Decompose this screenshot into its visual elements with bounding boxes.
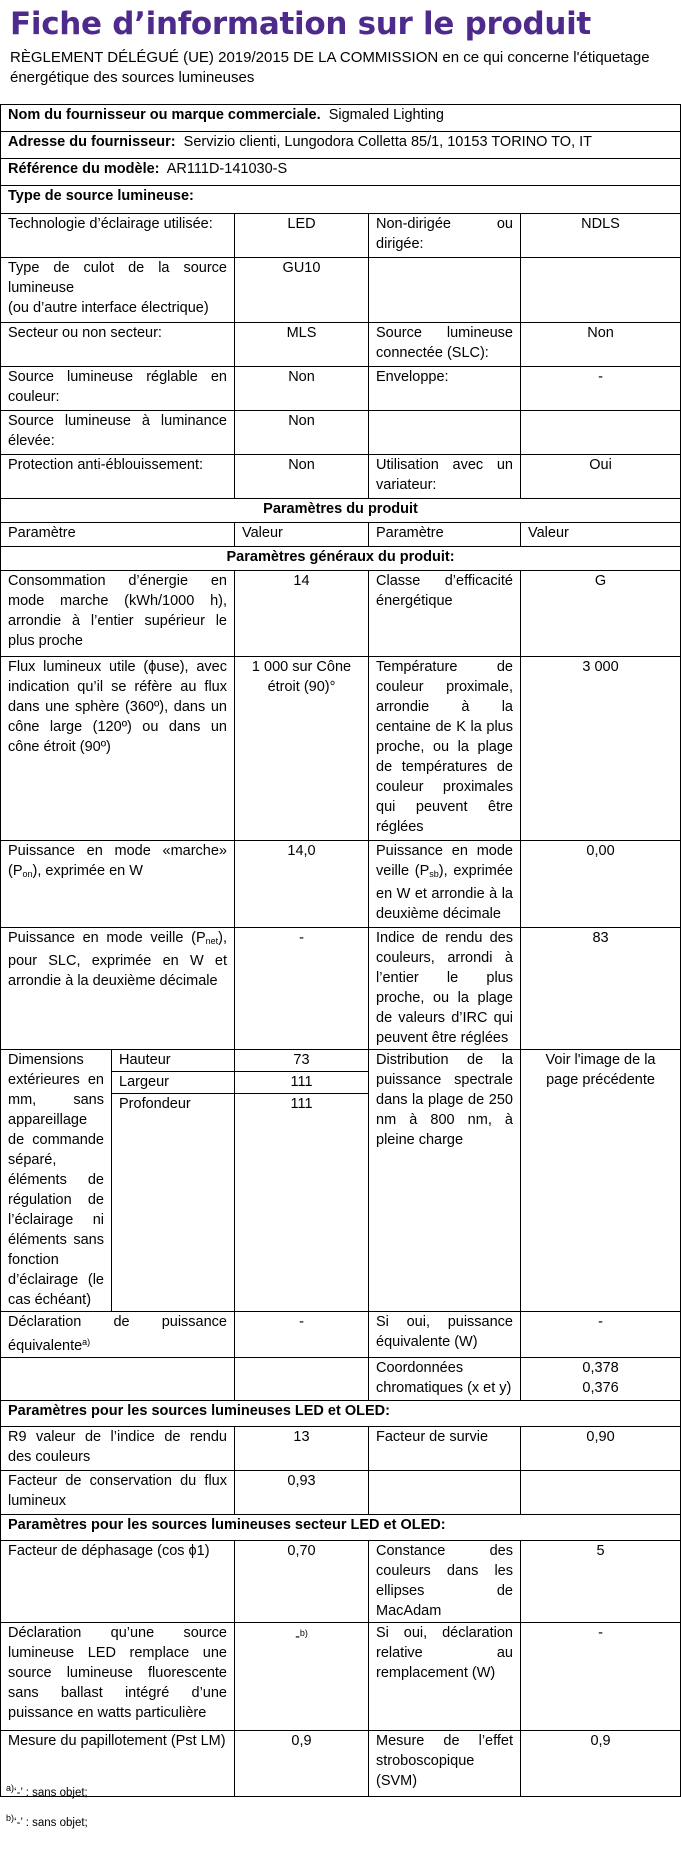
equivalent-power-value: - [235,1312,369,1358]
footnote-b-ref: b) [299,1628,308,1638]
flicker-value: 0,9 [235,1731,369,1797]
anti-glare-label: Protection anti-éblouissement: [1,455,235,499]
flux-row [1,657,681,841]
power-on-subscript: on [22,869,33,879]
empty-cell [521,258,681,323]
survival-factor-label: Facteur de survie [369,1427,521,1471]
model-label: Référence du modèle: [8,161,160,177]
network-standby-label-end: ), pour SLC, exprimée en W et arrondie à la deuxième décimale [8,930,227,989]
product-information-sheet [0,6,681,1861]
general-header-row [1,547,681,571]
equivalent-watts-label: Si oui, puissance équivalente (W) [369,1312,521,1358]
flux-label: Flux lumineux utile (ϕuse), avec indication qu’il se réfère au flux dans une sphère (360º), dans un cône large (120º) ou dans un cône étroit (90º) [1,657,235,841]
r9-label: R9 valeur de l’indice de rendu des couleurs [1,1427,235,1471]
stroboscopic-value: 0,9 [521,1731,681,1797]
flicker-row [1,1731,681,1797]
supplier-row [1,105,681,132]
led-header: Paramètres pour les sources lumineuses LED et OLED: [1,1401,681,1427]
column-header-row [1,523,681,547]
slc-value: Non [521,323,681,367]
slc-label: Source lumineuse connectée (SLC): [369,323,521,367]
footnote-a [6,1776,88,1806]
chromaticity-label: Coordonnées chromatiques (x et y) [369,1358,521,1401]
footnote-b-mark: b) [6,1813,15,1823]
mains-label: Secteur ou non secteur: [1,323,235,367]
empty-cell [235,1358,369,1401]
product-sheet-table [0,104,681,1797]
type-header-row [1,186,681,214]
supplier-label: Nom du fournisseur ou marque commerciale. [8,107,321,123]
survival-factor-value: 0,90 [521,1427,681,1471]
empty-cell [1,1358,235,1401]
standby-label-end: ), exprimée en W et arrondie à la deuxième décimale [376,863,513,922]
footnotes [6,1776,88,1836]
dimensions-label: Dimensions extérieures en mm, sans appareillage de commande séparé, éléments de régulation de l’éclairage ni éléments sans fonction d’éclairage (le cas échéant) [1,1050,112,1312]
footnote-a-mark: a) [6,1783,15,1793]
efficiency-class-label: Classe d’efficacité énergétique [369,571,521,657]
footnote-a-text: ‘-’ : sans objet; [14,1787,88,1799]
power-on-value: 14,0 [235,841,369,928]
envelope-value: - [521,367,681,411]
power-factor-value: 0,70 [235,1541,369,1623]
type-header: Type de source lumineuse: [1,186,681,214]
empty-cell [521,1471,681,1515]
height-value: 73 [235,1050,369,1072]
network-standby-row [1,928,681,1050]
general-header: Paramètres généraux du produit: [1,547,681,571]
standby-subscript: sb [429,869,439,879]
macadam-value: 5 [521,1541,681,1623]
directional-label: Non-dirigée ou dirigée: [369,214,521,258]
macadam-label: Constance des couleurs dans les ellipses de MacAdam [369,1541,521,1623]
empty-cell [521,411,681,455]
color-tunable-value: Non [235,367,369,411]
equivalent-power-label: Déclaration de puissance équivalente [8,1314,227,1354]
color-tunable-label: Source lumineuse réglable en couleur: [1,367,235,411]
cri-value: 83 [521,928,681,1050]
energy-value: 14 [235,571,369,657]
cri-label: Indice de rendu des couleurs, arrondi à l’entier le plus proche, ou la plage de valeurs d’IRC qui peuvent être réglées [369,928,521,1050]
power-on-row [1,841,681,928]
page-title: Fiche d’information sur le produit [10,6,591,42]
replacement-watts-value: - [521,1623,681,1731]
chromaticity-x: 0,378 [582,1360,619,1376]
dimmer-label: Utilisation avec un variateur: [369,455,521,499]
depth-value: 111 [235,1094,369,1312]
mains-led-header-row [1,1515,681,1541]
replacement-value: - [295,1629,300,1645]
replacement-label: Déclaration qu’une source lumineuse LED remplace une source lumineuse fluorescente sans ballast intégré d’une puissance en watts particulière [1,1623,235,1731]
regulation-subtitle: RÈGLEMENT DÉLÉGUÉ (UE) 2019/2015 DE LA COMMISSION en ce qui concerne l'étiquetage énergétique des sources lumineuses [10,49,650,86]
address-label: Adresse du fournisseur: [8,134,176,150]
technology-label: Technologie d’éclairage utilisée: [1,214,235,258]
power-factor-label: Facteur de déphasage (cos ϕ1) [1,1541,235,1623]
width-label: Largeur [112,1072,235,1094]
anti-glare-row [1,455,681,499]
dimensions-row-height [1,1050,681,1072]
empty-cell [369,411,521,455]
footnote-b [6,1806,88,1836]
network-standby-value: - [235,928,369,1050]
standby-label: Puissance en mode veille (P [376,843,513,879]
energy-row [1,571,681,657]
envelope-label: Enveloppe: [369,367,521,411]
product-params-header-row [1,499,681,523]
power-on-label: Puissance en mode «marche» (P [8,843,227,879]
dimmer-value: Oui [521,455,681,499]
empty-cell [369,1471,521,1515]
lumen-maintenance-label: Facteur de conservation du flux lumineux [1,1471,235,1515]
color-tunable-row [1,367,681,411]
directional-value: NDLS [521,214,681,258]
lumen-maintenance-value: 0,93 [235,1471,369,1515]
replacement-watts-label: Si oui, déclaration relative au remplacement (W) [369,1623,521,1731]
flicker-label: Mesure du papillotement (Pst LM) [1,1731,235,1797]
column-header-param: Paramètre [1,523,235,547]
mains-led-header: Paramètres pour les sources lumineuses secteur LED et OLED: [1,1515,681,1541]
flux-value: 1 000 sur Cône étroit (90)° [235,657,369,841]
power-factor-row [1,1541,681,1623]
technology-value: LED [235,214,369,258]
power-on-label-end: ), exprimée en W [32,863,143,879]
cct-value: 3 000 [521,657,681,841]
column-header-param: Paramètre [369,523,521,547]
cap-type-label-alt: (ou d’autre interface électrique) [8,300,209,316]
height-label: Hauteur [112,1050,235,1072]
technology-row [1,214,681,258]
led-header-row [1,1401,681,1427]
mains-value: MLS [235,323,369,367]
cap-type-label: Type de culot de la source lumineuse [8,260,227,296]
r9-value: 13 [235,1427,369,1471]
spd-label: Distribution de la puissance spectrale dans la plage de 250 nm à 800 nm, à pleine charge [369,1050,521,1312]
footnote-b-text: ‘-’ : sans objet; [14,1817,88,1829]
efficiency-class-value: G [521,571,681,657]
network-standby-label: Puissance en mode veille (P [8,930,206,946]
column-header-value: Valeur [235,523,369,547]
equivalent-watts-value: - [521,1312,681,1358]
mains-row [1,323,681,367]
cap-type-row [1,258,681,323]
width-value: 111 [235,1072,369,1094]
equivalent-power-row [1,1312,681,1358]
network-standby-subscript: net [205,936,219,946]
cct-label: Température de couleur proximale, arrondie à la centaine de K la plus proche, ou la plage de températures de couleur proximales qui peuvent être réglées [369,657,521,841]
footnote-a-ref: a) [82,1337,91,1347]
product-params-header: Paramètres du produit [1,499,681,523]
stroboscopic-label: Mesure de l’effet stroboscopique (SVM) [369,1731,521,1797]
standby-value: 0,00 [521,841,681,928]
lumen-maintenance-row [1,1471,681,1515]
r9-row [1,1427,681,1471]
high-luminance-row [1,411,681,455]
empty-cell [369,258,521,323]
supplier-value: Sigmaled Lighting [328,107,444,123]
high-luminance-label: Source lumineuse à luminance élevée: [1,411,235,455]
spd-value: Voir l'image de la page précédente [521,1050,681,1312]
cap-type-value: GU10 [235,258,369,323]
column-header-value: Valeur [521,523,681,547]
address-row [1,132,681,159]
model-row [1,159,681,186]
chromaticity-row [1,1358,681,1401]
depth-label: Profondeur [112,1094,235,1312]
anti-glare-value: Non [235,455,369,499]
energy-label: Consommation d’énergie en mode marche (kWh/1000 h), arrondie à l’entier supérieur le plus proche [1,571,235,657]
model-value: AR111D-141030-S [166,161,288,177]
replacement-row [1,1623,681,1731]
address-value: Servizio clienti, Lungodora Colletta 85/1, 10153 TORINO TO, IT [183,134,593,150]
chromaticity-y: 0,376 [582,1380,619,1396]
high-luminance-value: Non [235,411,369,455]
